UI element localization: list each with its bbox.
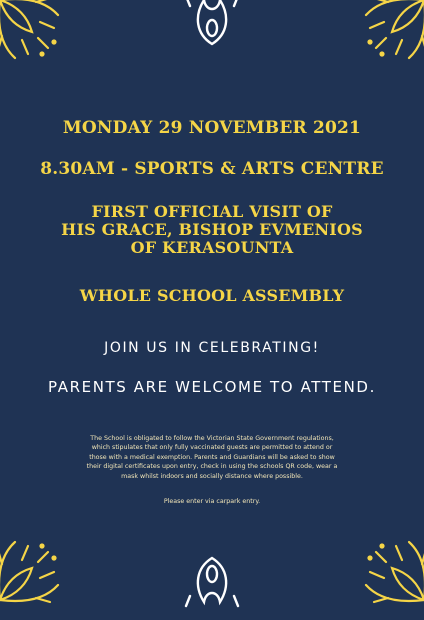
visit-line: OF KERASOUNTA xyxy=(130,237,294,257)
visit-announcement xyxy=(0,203,424,257)
flame-ornament-icon xyxy=(182,0,242,48)
visit-line: HIS GRACE, BISHOP EVMENIOS xyxy=(61,219,363,239)
sunburst-ornament-icon xyxy=(0,530,70,620)
join-invitation: JOIN US IN CELEBRATING! xyxy=(104,340,320,356)
visit-line: FIRST OFFICIAL VISIT OF xyxy=(91,202,333,221)
sunburst-ornament-icon xyxy=(354,0,424,70)
entry-instruction: Please enter via carpark entry. xyxy=(163,498,261,505)
notice-line: mask whilst indoors and socially distance where possible. xyxy=(121,472,303,480)
assembly-title: WHOLE SCHOOL ASSEMBLY xyxy=(79,286,345,305)
vaccination-notice xyxy=(38,434,386,481)
event-date: MONDAY 29 NOVEMBER 2021 xyxy=(62,118,362,138)
event-time-place: 8.30AM - SPORTS & ARTS CENTRE xyxy=(40,159,384,179)
notice-line: those with a medical exemption. Parents and Guardians will be asked to show xyxy=(89,453,335,461)
flame-ornament-icon xyxy=(182,554,242,616)
notice-line: which stipulates that only fully vaccinated guests are permitted to attend or xyxy=(91,444,333,452)
parents-welcome: PARENTS ARE WELCOME TO ATTEND. xyxy=(48,378,376,396)
notice-line: The School is obligated to follow the Victorian State Government regulations, xyxy=(90,435,334,442)
notice-line: their digital certificates upon entry, check in using the schools QR code, wear a xyxy=(86,463,338,471)
sunburst-ornament-icon xyxy=(0,0,70,70)
sunburst-ornament-icon xyxy=(354,530,424,620)
